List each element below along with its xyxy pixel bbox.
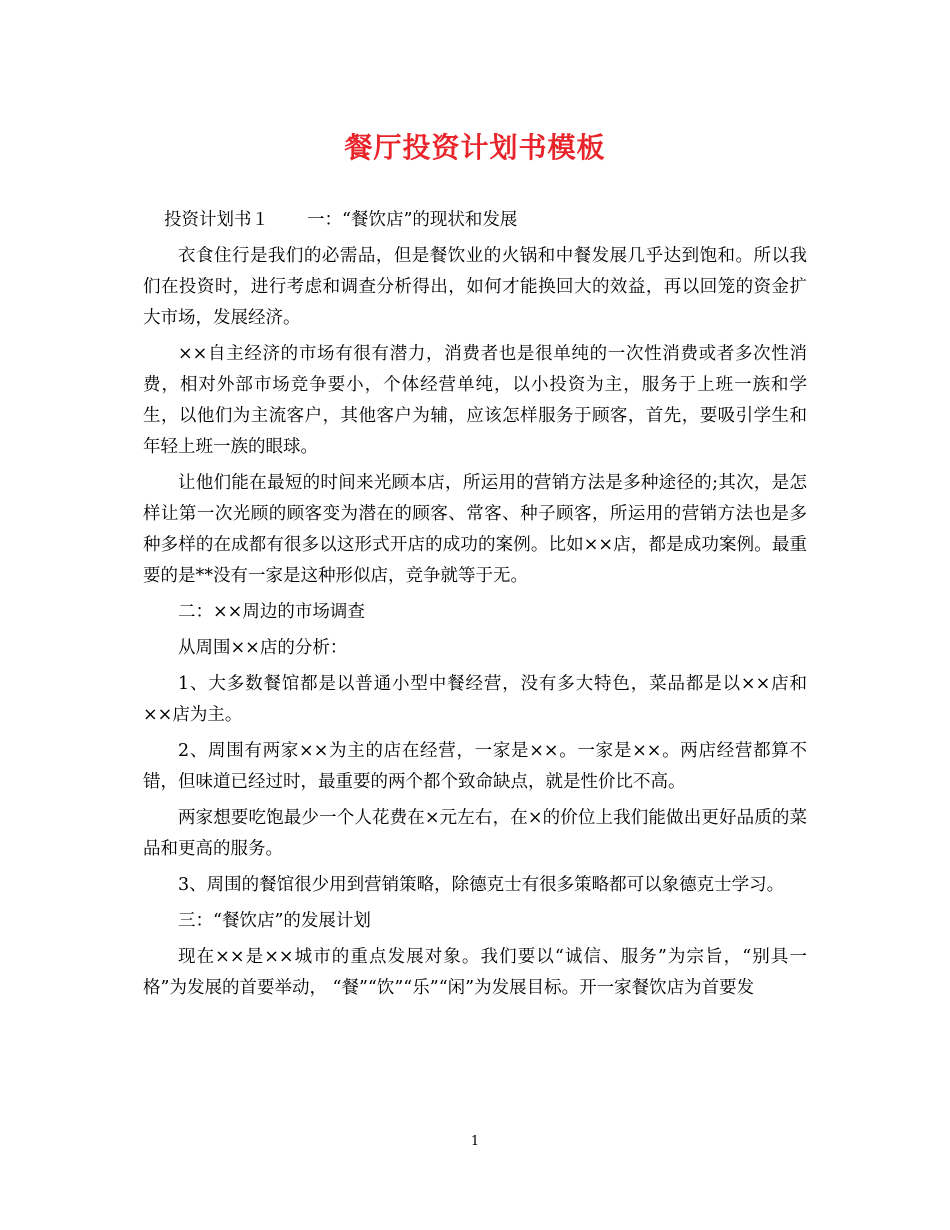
- list-item: 3、周围的餐馆很少用到营销策略，除德克士有很多策略都可以象德克士学习。: [178, 875, 785, 895]
- paragraph: ××自主经济的市场有很有潜力，消费者也是很单纯的一次性消费或者多次性消费，相对外部市场竞争要小，个体经营单纯，以小投资为主，服务于上班一族和学生，以他们为主流客户，其他客户为辅，应该怎样服务于顾客，首先，要吸引学生和年轻上班一族的眼球。: [143, 344, 807, 457]
- paragraph: 衣食住行是我们的必需品，但是餐饮业的火锅和中餐发展几乎达到饱和。所以我们在投资时，进行考虑和调查分析得出，如何才能换回大的效益，再以回笼的资金扩大市场，发展经济。: [143, 246, 807, 328]
- paragraph: 两家想要吃饱最少一个人花费在×元左右，在×的价位上我们能做出更好品质的菜品和更高的服务。: [143, 808, 807, 859]
- section-heading-2: 二：××周边的市场调查: [178, 602, 365, 622]
- list-item: 2、周围有两家××为主的店在经营，一家是××。一家是××。两店经营都算不错，但味道已经过时，最重要的两个都个致命缺点，就是性价比不高。: [143, 741, 807, 792]
- list-item: 1、大多数餐馆都是以普通小型中餐经营，没有多大特色，菜品都是以××店和××店为主。: [143, 674, 807, 725]
- document-title: 餐厅投资计划书模板: [344, 131, 606, 164]
- page-number: 1: [470, 1134, 480, 1149]
- paragraph: 从周围××店的分析：: [178, 638, 348, 658]
- section-heading-1: 一：“餐饮店”的现状和发展: [307, 210, 518, 230]
- intro-line: [143, 205, 807, 236]
- plan-label: 投资计划书１: [164, 210, 269, 230]
- section-heading-3: 三：“餐饮店”的发展计划: [178, 911, 371, 931]
- paragraph: 让他们能在最短的时间来光顾本店，所运用的营销方法是多种途径的;其次，是怎样让第一次光顾的顾客变为潜在的顾客、常客、种子顾客，所运用的营销方法也是多种多样的在成都有很多以这形式开店的成功的案例。比如××店，都是成功案例。最重要的是**没有一家是这种形似店，竞争就等于无。: [143, 473, 807, 586]
- paragraph: 现在××是××城市的重点发展对象。我们要以“诚信、服务”为宗旨，“别具一格”为发展的首要举动， “餐”“饮”“乐”“闲”为发展目标。开一家餐饮店为首要发: [143, 947, 807, 998]
- document-body: [143, 205, 807, 1009]
